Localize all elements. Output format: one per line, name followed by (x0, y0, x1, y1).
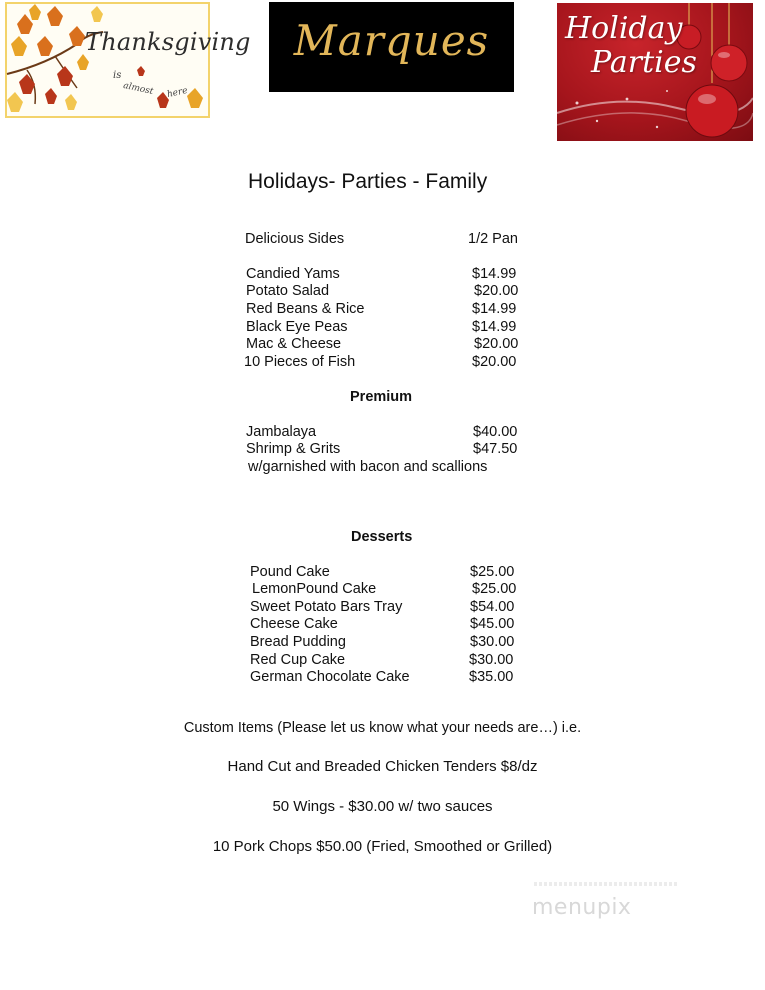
dessert-item-name: Sweet Potato Bars Tray (250, 599, 403, 615)
holiday-parties-banner (557, 3, 753, 141)
custom-items-intro: Custom Items (Please let us know what your needs are…) i.e. (183, 720, 582, 736)
dessert-item-price: $45.00 (470, 616, 515, 632)
holiday-title-line2: Parties (591, 45, 697, 80)
dessert-item-price: $30.00 (469, 652, 514, 668)
dessert-item-price: $25.00 (470, 564, 515, 580)
sides-item-name: Red Beans & Rice (246, 301, 365, 317)
premium-header: Premium (350, 389, 413, 405)
premium-item-price: $47.50 (473, 441, 518, 457)
sides-item-price: $20.00 (474, 336, 519, 352)
marques-logo-text: Marques (293, 16, 490, 65)
menupix-watermark: menupix (532, 895, 632, 920)
thanksgiving-subtitle-almost: almost (122, 80, 155, 98)
sides-item-name: 10 Pieces of Fish (244, 354, 356, 370)
marques-logo-banner (269, 2, 514, 92)
dessert-item-price: $30.00 (470, 634, 515, 650)
sides-size-label: 1/2 Pan (468, 231, 518, 247)
sides-item-price: $20.00 (472, 354, 517, 370)
dessert-item-name: German Chocolate Cake (250, 669, 410, 685)
sides-header: Delicious Sides (245, 231, 345, 247)
dessert-item-price: $35.00 (469, 669, 514, 685)
autumn-leaves-illustration (7, 4, 212, 120)
thanksgiving-title: Thanksgiving (85, 28, 251, 56)
sides-item-price: $14.99 (472, 266, 517, 282)
dessert-item-name: Bread Pudding (250, 634, 346, 650)
dessert-item-name: Pound Cake (250, 564, 330, 580)
dessert-item-price: $25.00 (472, 581, 517, 597)
dessert-item-name: Red Cup Cake (250, 652, 346, 668)
custom-item-line: 10 Pork Chops $50.00 (Fried, Smoothed or Grilled) (212, 838, 553, 855)
custom-item-line: 50 Wings - $30.00 w/ two sauces (272, 798, 493, 815)
premium-item-price: $40.00 (473, 424, 518, 440)
sides-item-name: Candied Yams (246, 266, 340, 282)
sides-item-name: Potato Salad (246, 283, 330, 299)
dessert-item-price: $54.00 (470, 599, 515, 615)
sides-item-name: Mac & Cheese (246, 336, 342, 352)
custom-item-line: Hand Cut and Breaded Chicken Tenders $8/dz (227, 758, 538, 775)
thanksgiving-subtitle-here: here (166, 85, 189, 101)
thanksgiving-banner (5, 2, 251, 118)
sides-item-price: $14.99 (472, 301, 517, 317)
dessert-item-name: LemonPound Cake (252, 581, 377, 597)
sides-item-price: $20.00 (474, 283, 519, 299)
watermark-decoration (534, 882, 678, 886)
premium-note: w/garnished with bacon and scallions (248, 459, 488, 475)
dessert-item-name: Cheese Cake (250, 616, 338, 632)
desserts-header: Desserts (351, 529, 413, 545)
thanksgiving-subtitle-is: is (113, 70, 122, 81)
page-title: Holidays- Parties - Family (248, 170, 488, 193)
premium-item-name: Jambalaya (246, 424, 317, 440)
sides-item-name: Black Eye Peas (246, 319, 348, 335)
holiday-title-line1: Holiday (565, 11, 683, 46)
sides-item-price: $14.99 (472, 319, 517, 335)
premium-item-name: Shrimp & Grits (246, 441, 341, 457)
